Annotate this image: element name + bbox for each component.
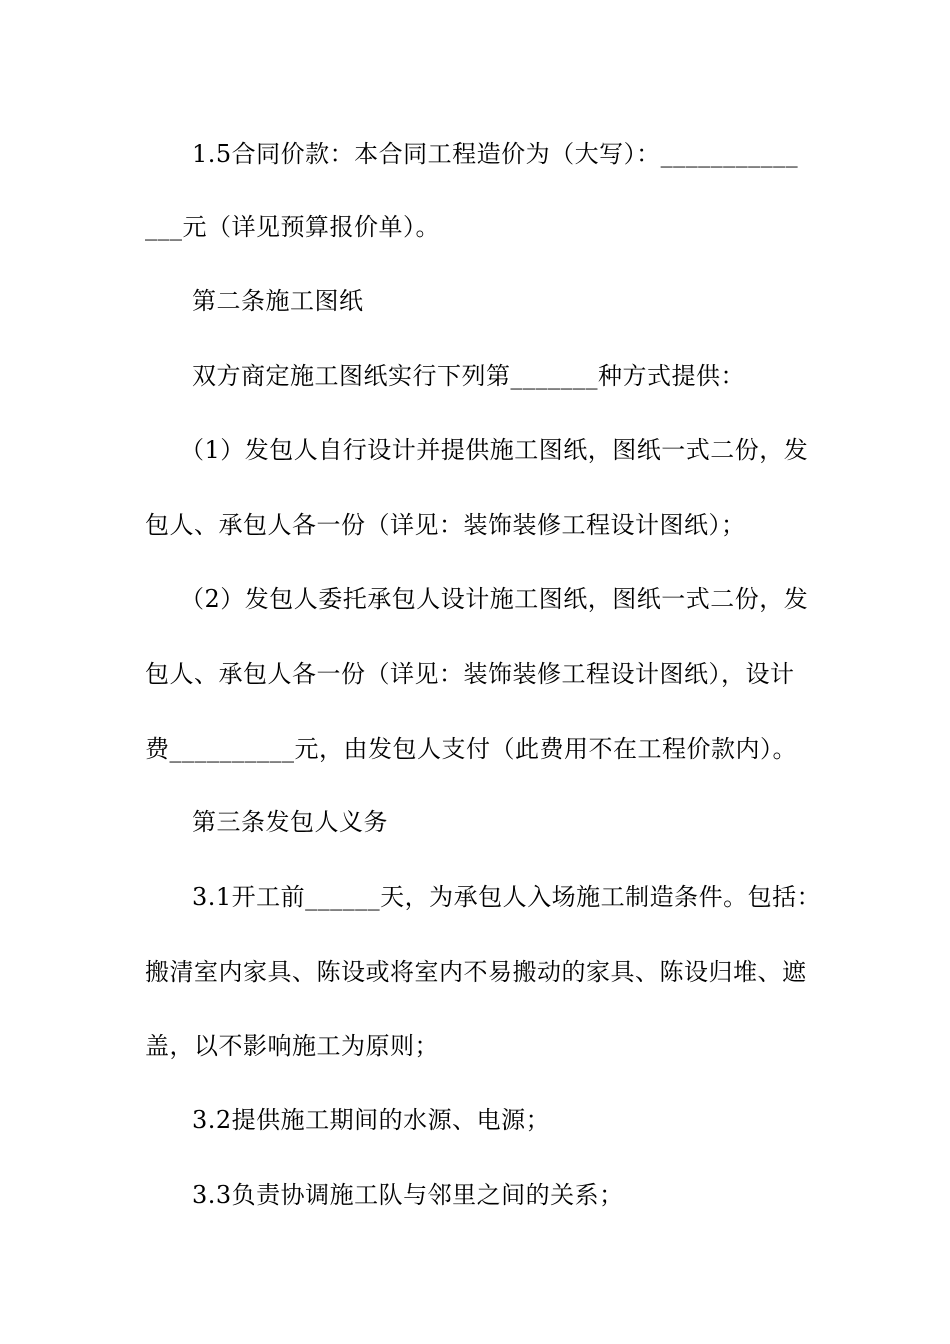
option-1-line2: 包人、承包人各一份（详见：装饰装修工程设计图纸）； bbox=[145, 511, 746, 539]
option-1-line1: （1）发包人自行设计并提供施工图纸，图纸一式二份，发 bbox=[180, 436, 809, 464]
option-2-line3: 费__________元，由发包人支付（此费用不在工程价款内）。 bbox=[145, 735, 797, 763]
clause-3-1-line3: 盖，以不影响施工为原则； bbox=[145, 1032, 439, 1060]
article-3-heading: 第三条发包人义务 bbox=[192, 808, 388, 836]
clause-3-2: 3.2提供施工期间的水源、电源； bbox=[192, 1106, 551, 1134]
clause-1-5-price-line2: ___元（详见预算报价单）。 bbox=[145, 213, 440, 241]
clause-1-5-price-line1: 1.5合同价款：本合同工程造价为（大写）：___________ bbox=[192, 140, 799, 168]
option-2-line1: （2）发包人委托承包人设计施工图纸，图纸一式二份，发 bbox=[180, 585, 809, 613]
article-2-intro: 双方商定施工图纸实行下列第_______种方式提供： bbox=[192, 362, 745, 390]
clause-3-1-line2: 搬清室内家具、陈设或将室内不易搬动的家具、陈设归堆、遮 bbox=[145, 958, 807, 986]
clause-3-3: 3.3负责协调施工队与邻里之间的关系； bbox=[192, 1181, 624, 1209]
option-2-line2: 包人、承包人各一份（详见：装饰装修工程设计图纸），设计 bbox=[145, 660, 795, 688]
clause-3-1-line1: 3.1开工前______天，为承包人入场施工制造条件。包括： bbox=[192, 883, 822, 911]
article-2-heading: 第二条施工图纸 bbox=[192, 287, 364, 315]
